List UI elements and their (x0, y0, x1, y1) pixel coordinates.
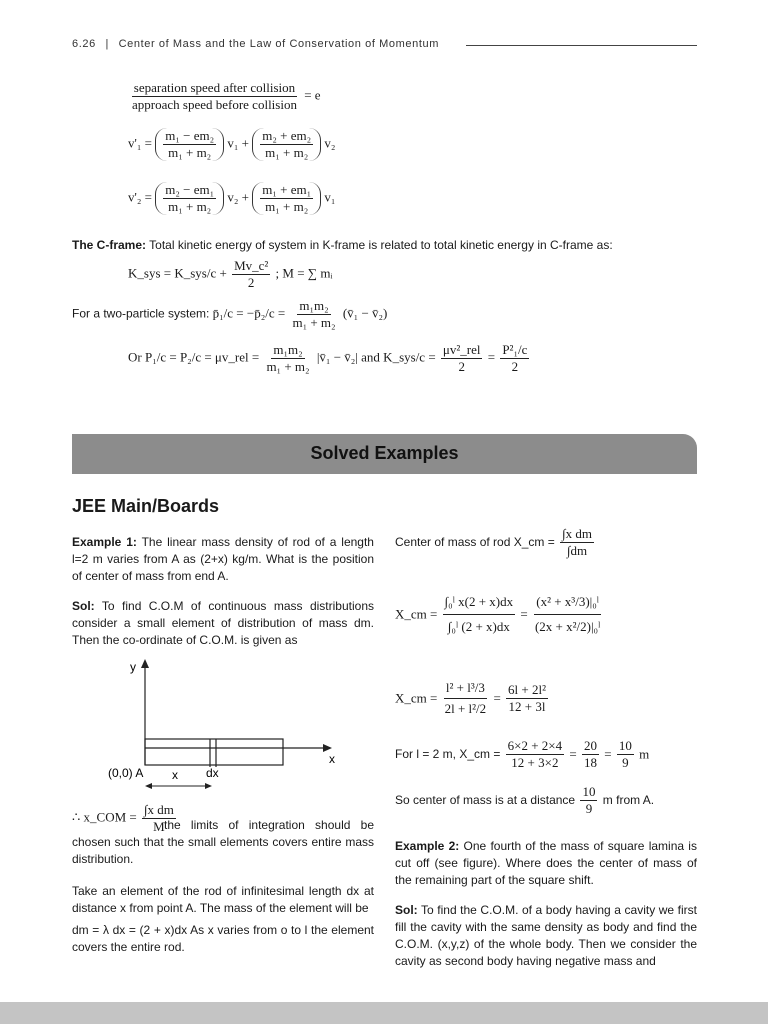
xcom-paragraph (72, 817, 374, 868)
x-label: x (329, 752, 335, 766)
xcm2-den: 2l + l²/2 (444, 701, 487, 716)
r2-num: 10 (618, 738, 632, 753)
xcm2-num: l² + l³/3 (444, 678, 487, 699)
eq-v2 (128, 182, 335, 215)
solution2 (395, 902, 697, 970)
rod (145, 739, 283, 765)
section-title: JEE Main/Boards (72, 496, 220, 516)
or-f2-den: 2 (458, 359, 465, 374)
xcm2-label: X_cm = (395, 690, 438, 706)
ksys-rhs: ; M = ∑ mᵢ (275, 265, 333, 281)
cframe-label: The C-frame: (72, 238, 147, 252)
com-line (395, 526, 697, 559)
calc-den: 12 + 3×2 (511, 755, 559, 770)
banner-title: Solved Examples (310, 443, 459, 463)
two-particle-text: For a two-particle system: (72, 306, 210, 321)
dim-arrow-left-icon (145, 783, 152, 789)
para2: Take an element of the rod of infinitesimal length dx at distance x from point A. The mass of the element will be (72, 884, 374, 915)
solution1 (72, 598, 374, 649)
xcm3-den: 12 + 3l (508, 699, 546, 714)
example1 (72, 534, 374, 585)
example2-text: One fourth of the mass of square lamina is cut off (see figure). Where does the center of mass of the remaining part of the square shift. (395, 839, 697, 887)
xcom-lhs: ∴ x_COM = (72, 809, 137, 825)
or-f1-den: m₁ + m₂ (266, 359, 310, 374)
xcom-num: ∫x dm (143, 802, 174, 817)
para3: dm = λ dx = (2 + x)dx As x varies from o to l the element covers the entire rod. (72, 923, 374, 954)
dim-arrow-right-icon (205, 783, 212, 789)
example1-label: Example 1: (72, 535, 137, 549)
chapter-title: Center of Mass and the Law of Conservation of Momentum (118, 38, 439, 50)
unit: m (639, 746, 650, 762)
int-den: ∫₀ˡ (2 + x)dx (447, 619, 510, 634)
example1-text: The linear mass density of rod of a length l=2 m varies from A as (2+x) kg/m. What is the position of center of mass from end A. (72, 535, 374, 583)
v2-f2-num: m₁ + em₁ (262, 182, 312, 197)
sol1-text: To find C.O.M of continuous mass distributions consider a small element of distribution of mass dm. Then the co-ordinate of C.O.M. is given as (72, 599, 374, 647)
eq-restitution (128, 80, 321, 113)
xcm3-num: 6l + 2l² (508, 682, 546, 697)
res-num: (x² + x³/3)|₀ˡ (534, 590, 601, 615)
v1-f1-den: m₁ + m₂ (168, 145, 212, 160)
com-text: Center of mass of rod X_cm = (395, 535, 555, 549)
v2-f2-den: m₁ + m₂ (265, 199, 309, 214)
example2-label: Example 2: (395, 839, 460, 853)
v1-f2-num: m₂ + em₂ (262, 128, 312, 143)
com-num: ∫x dm (562, 526, 593, 541)
restitution-den: approach speed before collision (132, 97, 297, 112)
two-den: m₁ + m₂ (292, 315, 336, 330)
xcm-simplified: X_cm = $\frac{\text{l² + l³/3}}{\text{2l + l²/2}}$ = $\frac{\text{6l + 2l²}}{12 + 3l}$ (395, 678, 550, 719)
dx-label: dx (206, 766, 219, 780)
v1-f1-num: m₁ − em₂ (165, 128, 215, 143)
header-separator: | (105, 38, 109, 50)
cframe-paragraph (72, 237, 697, 254)
so-text-a: So center of mass is at a distance (395, 793, 576, 807)
v1-end: v₂ (324, 135, 336, 151)
or-eq: = (487, 349, 496, 365)
or-f1-num: m₁m₂ (273, 342, 303, 357)
v2-f1-den: m₁ + m₂ (168, 199, 212, 214)
or-f3-num: P²₁/c (502, 342, 528, 357)
v2-f1-num: m₂ − em₁ (165, 182, 215, 197)
v2-lhs: v'₂ = (128, 189, 152, 205)
so-text-b: m from A. (602, 793, 655, 807)
calc-num: 6×2 + 2×4 (507, 738, 563, 753)
restitution-num: separation speed after collision (133, 80, 296, 95)
y-label: y (130, 660, 136, 674)
res-den: (2x + x²/2)|₀ˡ (534, 619, 601, 634)
or-lhs: Or P₁/c = P₂/c = μv_rel = (128, 349, 260, 365)
v2-mid: v₂ + (227, 189, 249, 205)
int-num: ∫₀ˡ x(2 + x)dx (443, 590, 516, 615)
xcom-text: the limits of integration should be chosen such that the small elements covers entire mass distribution. (72, 818, 374, 866)
sol2-text: To find the C.O.M. of a body having a cavity we first fill the cavity with the same density as body and find the C.O.M. (x,y,z) of the whole body. Then we consider the cavity as second body having negative mass and (395, 903, 697, 968)
sol2-label: Sol: (395, 903, 418, 917)
or-f2-num: μv²_rel (442, 342, 481, 357)
two-rhs: (v̄₁ − v̄₂) (342, 305, 388, 321)
so-line (395, 784, 697, 817)
or-mid: |v̄₁ − v̄₂| and K_sys/c = (316, 349, 436, 365)
y-arrow-icon (141, 659, 149, 668)
two-lhs: p̄₁/c = −p̄₂/c = (212, 305, 286, 321)
two-num: m₁m₂ (299, 298, 329, 313)
v1-lhs: v'₁ = (128, 135, 152, 151)
r1-den: 18 (583, 755, 597, 770)
page-ref: 6.26 (72, 38, 96, 50)
r2-den: 9 (622, 755, 629, 770)
sol1-label: Sol: (72, 599, 95, 613)
origin-label: (0,0) A (108, 766, 144, 780)
footer-bar (0, 1002, 768, 1024)
cframe-text: Total kinetic energy of system in K-frame is related to total kinetic energy in C-frame as: (149, 238, 613, 252)
r1-num: 20 (583, 738, 597, 753)
v1-f2-den: m₁ + m₂ (265, 145, 309, 160)
xcom-den: M (153, 819, 165, 834)
for-l-text: For l = 2 m, X_cm = (395, 747, 501, 761)
page-header (72, 38, 439, 50)
eq-momentum (128, 342, 531, 375)
eq-two-particle (72, 298, 387, 331)
xcm-integral: X_cm = $\frac{\text{∫₀ˡ x(2 + x)dx}}{\text{∫₀ˡ (2 + x)dx}}$ = $\frac{\text{(x² + x³/3)|₀ˡ}}{\text{(2x + x²/2)|₀ˡ}}$ (395, 590, 604, 639)
so-num: 10 (582, 784, 596, 799)
x-arrow-icon (323, 744, 332, 752)
v2-end: v₁ (324, 189, 336, 205)
ksys-num: Mv_c² (234, 258, 269, 273)
com-den: ∫dm (566, 543, 588, 558)
x-dim-label: x (172, 768, 178, 782)
eq-v1 (128, 128, 335, 161)
xcm-label: X_cm = (395, 606, 438, 622)
xcm-numeric: For l = 2 m, X_cm = $\frac{6\times 2 + 2\times 4}{12 + 3\times 2}$ = $\frac{20}{18}$ = $\frac{10}{9}$ m (395, 738, 650, 770)
example2 (395, 838, 697, 889)
ksys-den: 2 (247, 275, 255, 290)
eq-ksys (128, 258, 333, 291)
so-den: 9 (585, 801, 593, 816)
restitution-rhs: = e (304, 87, 321, 103)
rod-diagram (100, 655, 350, 795)
header-rule (466, 45, 697, 46)
v1-mid: v₁ + (227, 135, 249, 151)
or-f3-den: 2 (511, 359, 519, 374)
ksys-lhs: K_sys = K_sys/c + (128, 265, 227, 281)
